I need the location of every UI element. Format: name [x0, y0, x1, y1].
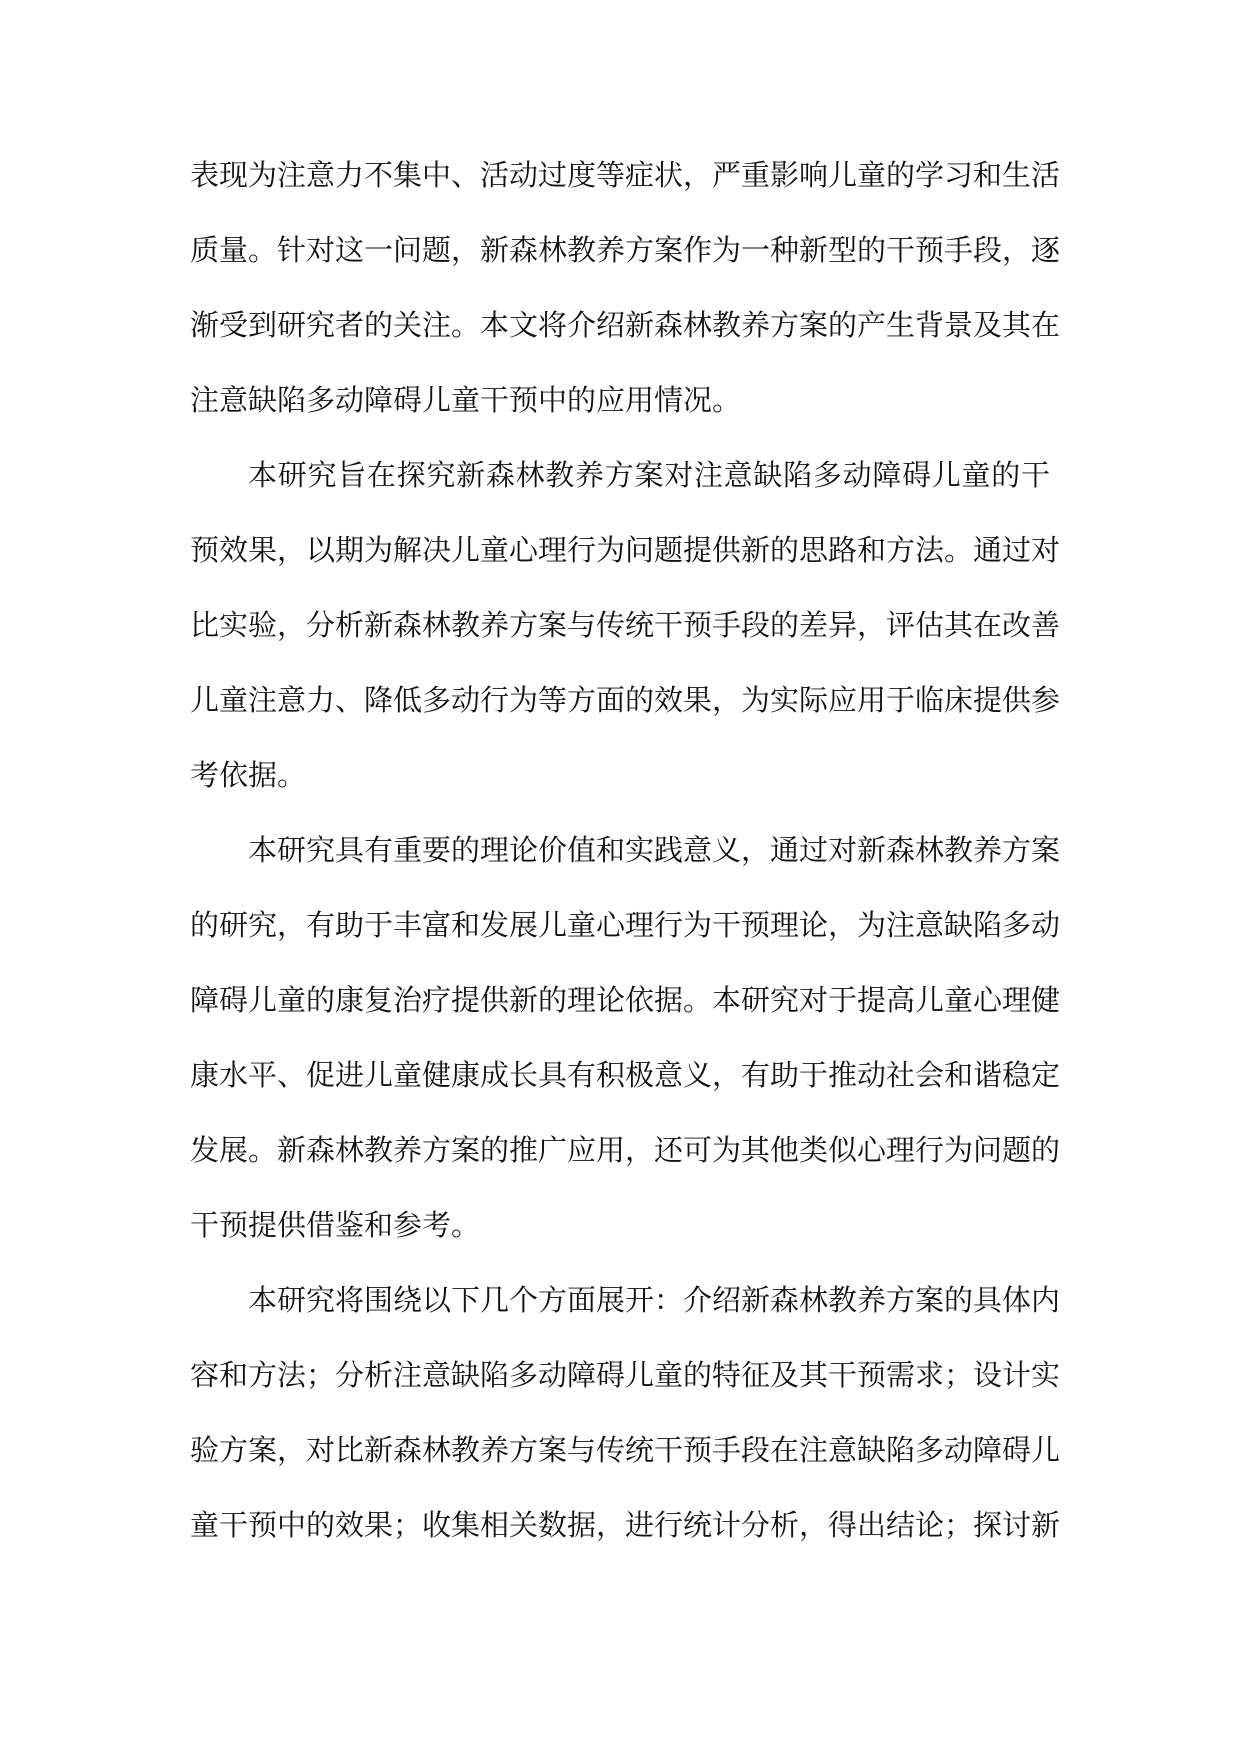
text-line: 注意缺陷多动障碍儿童干预中的应用情况。 [190, 383, 742, 417]
text-line: 康水平、促进儿童健康成长具有积极意义，有助于推动社会和谐稳定 [190, 1058, 1061, 1092]
text-line: 本研究旨在探究新森林教养方案对注意缺陷多动障碍儿童的干 [248, 458, 1050, 492]
text-line: 表现为注意力不集中、活动过度等症状，严重影响儿童的学习和生活 [190, 158, 1061, 192]
text-line: 比实验，分析新森林教养方案与传统干预手段的差异，评估其在改善 [190, 608, 1061, 642]
text-line: 干预提供借鉴和参考。 [190, 1208, 481, 1242]
text-line: 容和方法；分析注意缺陷多动障碍儿童的特征及其干预需求；设计实 [190, 1358, 1061, 1392]
text-line: 障碍儿童的康复治疗提供新的理论依据。本研究对于提高儿童心理健 [190, 983, 1061, 1017]
text-line: 质量。针对这一问题，新森林教养方案作为一种新型的干预手段，逐 [190, 233, 1061, 267]
body-text [190, 138, 1061, 1563]
text-line: 本研究将围绕以下几个方面展开：介绍新森林教养方案的具体内 [248, 1283, 1061, 1317]
text-line: 渐受到研究者的关注。本文将介绍新森林教养方案的产生背景及其在 [190, 308, 1061, 342]
text-line: 儿童注意力、降低多动行为等方面的效果，为实际应用于临床提供参 [190, 683, 1061, 717]
text-line: 验方案，对比新森林教养方案与传统干预手段在注意缺陷多动障碍儿 [190, 1433, 1061, 1467]
text-line: 童干预中的效果；收集相关数据，进行统计分析，得出结论；探讨新 [190, 1508, 1061, 1542]
text-line: 考依据。 [190, 758, 307, 792]
text-line: 发展。新森林教养方案的推广应用，还可为其他类似心理行为问题的 [190, 1133, 1061, 1167]
text-line: 预效果，以期为解决儿童心理行为问题提供新的思路和方法。通过对 [190, 533, 1061, 567]
text-line: 的研究，有助于丰富和发展儿童心理行为干预理论，为注意缺陷多动 [190, 908, 1061, 942]
text-line: 本研究具有重要的理论价值和实践意义，通过对新森林教养方案 [248, 833, 1061, 867]
